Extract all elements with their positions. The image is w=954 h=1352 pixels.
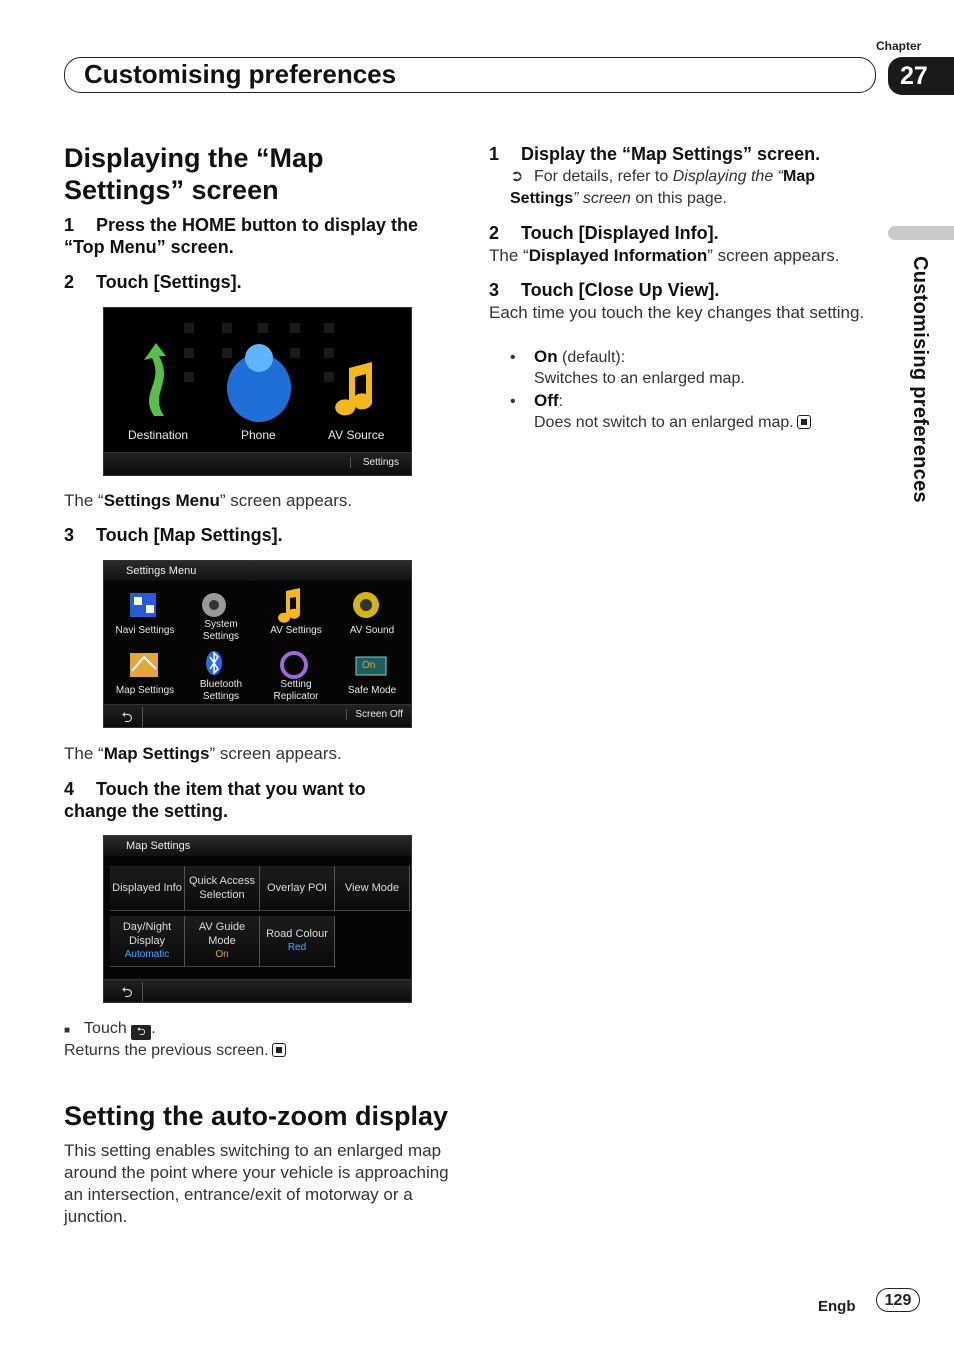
chapter-number: 27 (888, 57, 954, 95)
key-value: Red (287, 942, 307, 953)
navi-settings-icon (130, 593, 156, 617)
text-part: ” screen appears. (219, 491, 353, 510)
av-source-label: AV Source (328, 428, 385, 442)
setting-replicator-key[interactable]: Setting Replicator (273, 679, 319, 702)
text-part: Returns the previous screen. (64, 1042, 269, 1059)
av-settings-key[interactable]: AV Settings (270, 625, 322, 636)
heading-displaying-map-settings: Displaying the “Map Settings” screen (64, 143, 324, 205)
text-part: ” screen appears. (209, 744, 342, 763)
bullet-icon: • (510, 393, 516, 410)
text-bold: Settings Menu (103, 491, 220, 510)
text-bold: Displayed Information (528, 246, 708, 265)
map-settings-icon (130, 653, 158, 677)
step-text: Display the “Map Settings” screen. (521, 144, 821, 164)
option-on (510, 346, 625, 369)
step-text: Touch [Displayed Info]. (521, 223, 719, 243)
text-part: For details, refer to (534, 168, 673, 185)
music-note-icon (335, 362, 372, 415)
safe-mode-on-badge: On (362, 660, 376, 671)
settings-key[interactable]: Settings (350, 457, 399, 468)
key-label: View Mode (344, 882, 400, 894)
step-3 (64, 524, 283, 546)
settings-menu-screenshot (103, 560, 412, 728)
side-tab-marker (888, 226, 954, 240)
text-bold: Map Settings (510, 168, 815, 207)
square-bullet-icon: ■ (64, 1025, 71, 1036)
step-number: 1 (489, 144, 500, 164)
av-sound-icon (353, 592, 379, 618)
setting-replicator-icon (282, 653, 306, 677)
key-label: Displayed Info (112, 882, 182, 894)
right-step-1 (489, 143, 820, 165)
touch-back-note: ■ Touch ⮌ . (64, 1020, 156, 1038)
heading-auto-zoom: Setting the auto-zoom display (64, 1101, 449, 1131)
bullet-icon: • (510, 349, 516, 366)
settings-menu-appears-text (64, 490, 352, 512)
map-settings-appears-text (64, 743, 342, 765)
right-step-3 (489, 279, 719, 301)
end-mark-icon (272, 1043, 286, 1057)
phone-label: Phone (241, 428, 276, 442)
option-on-description: Switches to an enlarged map. (534, 370, 745, 387)
option-off-description (534, 412, 811, 434)
section-title: Customising preferences (84, 59, 397, 89)
settings-menu-bottom-bar (104, 704, 411, 727)
step-4 (64, 778, 424, 822)
text-part: The “ (64, 744, 104, 763)
displayed-info-key[interactable] (110, 866, 185, 911)
step-text: Touch [Settings]. (96, 272, 242, 292)
returns-previous-text (64, 1040, 286, 1062)
language-code: Engb (818, 1298, 856, 1315)
system-settings-key[interactable]: System Settings (202, 619, 240, 642)
step-number: 3 (64, 525, 75, 545)
option-label: On (534, 347, 558, 366)
step-number: 2 (64, 272, 75, 292)
option-off (510, 390, 563, 413)
navi-settings-key[interactable]: Navi Settings (115, 625, 175, 636)
overlay-poi-key[interactable] (260, 866, 335, 911)
day-night-display-key[interactable] (110, 916, 185, 967)
bluetooth-settings-key[interactable]: Bluetooth Settings (199, 679, 243, 702)
key-label: AV Guide Mode (198, 921, 246, 947)
destination-arrow-icon (144, 343, 166, 416)
destination-label: Destination (128, 428, 189, 442)
back-button[interactable]: ⮌ (112, 707, 143, 728)
text-italic: ” screen (573, 190, 631, 207)
bluetooth-icon (206, 651, 222, 675)
top-menu-bottom-bar (104, 452, 411, 475)
av-guide-mode-key[interactable] (185, 916, 260, 967)
step-text: Touch [Map Settings]. (96, 525, 283, 545)
av-settings-icon (278, 588, 300, 623)
key-label: Quick Access Selection (188, 875, 256, 901)
text-italic: Displaying the “ (672, 168, 783, 185)
right-step-3-description: Each time you touch the key changes that setting. (489, 303, 865, 322)
step-number: 4 (64, 779, 75, 799)
step-text: Touch [Close Up View]. (521, 280, 720, 300)
safe-mode-key[interactable]: Safe Mode (347, 685, 397, 696)
screen-off-button[interactable]: Screen Off (346, 709, 403, 720)
key-label: Road Colour (266, 928, 328, 940)
road-colour-key[interactable] (260, 916, 335, 967)
text-bold: Map Settings (103, 744, 210, 763)
arrow-icon: ➲ (510, 168, 524, 185)
map-settings-key[interactable]: Map Settings (115, 685, 175, 696)
step-text: Press the HOME button to display the “Top Menu” screen. (64, 215, 419, 257)
back-button[interactable]: ⮌ (112, 982, 143, 1003)
text-part: : (558, 393, 563, 410)
quick-access-key[interactable] (185, 866, 260, 911)
right-step-1-reference (510, 166, 870, 210)
right-step-2 (489, 222, 719, 244)
option-label: Off (534, 391, 559, 410)
step-text: Touch the item that you want to change the setting. (64, 779, 366, 821)
auto-zoom-description: This setting enables switching to an enlarged map around the point where your vehicle is approaching an intersection, entrance/exit of motorway or a junction. (64, 1141, 449, 1226)
text-part: The “ (489, 246, 529, 265)
key-value: Automatic (124, 949, 170, 960)
settings-menu-icons (104, 561, 412, 728)
page-number: 129 (876, 1288, 920, 1312)
text-part: on this page. (630, 190, 727, 207)
right-step-2-result (489, 245, 840, 267)
av-sound-key[interactable]: AV Sound (349, 625, 395, 636)
step-1 (64, 214, 444, 258)
chapter-label: Chapter (876, 39, 922, 53)
map-settings-bottom-bar (104, 979, 411, 1002)
side-tab-text: Customising preferences (909, 256, 931, 503)
key-label: Day/Night Display (122, 921, 172, 947)
map-settings-screenshot (103, 835, 412, 1003)
map-settings-title: Map Settings (104, 836, 411, 856)
view-mode-key[interactable] (335, 866, 410, 911)
back-icon: ⮌ (131, 1025, 151, 1040)
key-label: Overlay POI (267, 882, 327, 894)
end-mark-icon (797, 415, 811, 429)
step-number: 2 (489, 223, 500, 243)
text-part: The “ (64, 491, 104, 510)
text-part: (default): (557, 349, 626, 366)
system-settings-icon (202, 593, 226, 617)
top-menu-screenshot (103, 307, 412, 476)
settings-menu-title: Settings Menu (104, 561, 411, 581)
text-part: Touch (84, 1020, 127, 1037)
text-part: ” screen appears. (707, 246, 840, 265)
top-menu-graphics (104, 308, 412, 476)
text-part: Does not switch to an enlarged map. (534, 414, 794, 431)
step-2 (64, 271, 242, 293)
key-value: On (215, 949, 229, 960)
step-number: 1 (64, 215, 75, 235)
step-number: 3 (489, 280, 500, 300)
